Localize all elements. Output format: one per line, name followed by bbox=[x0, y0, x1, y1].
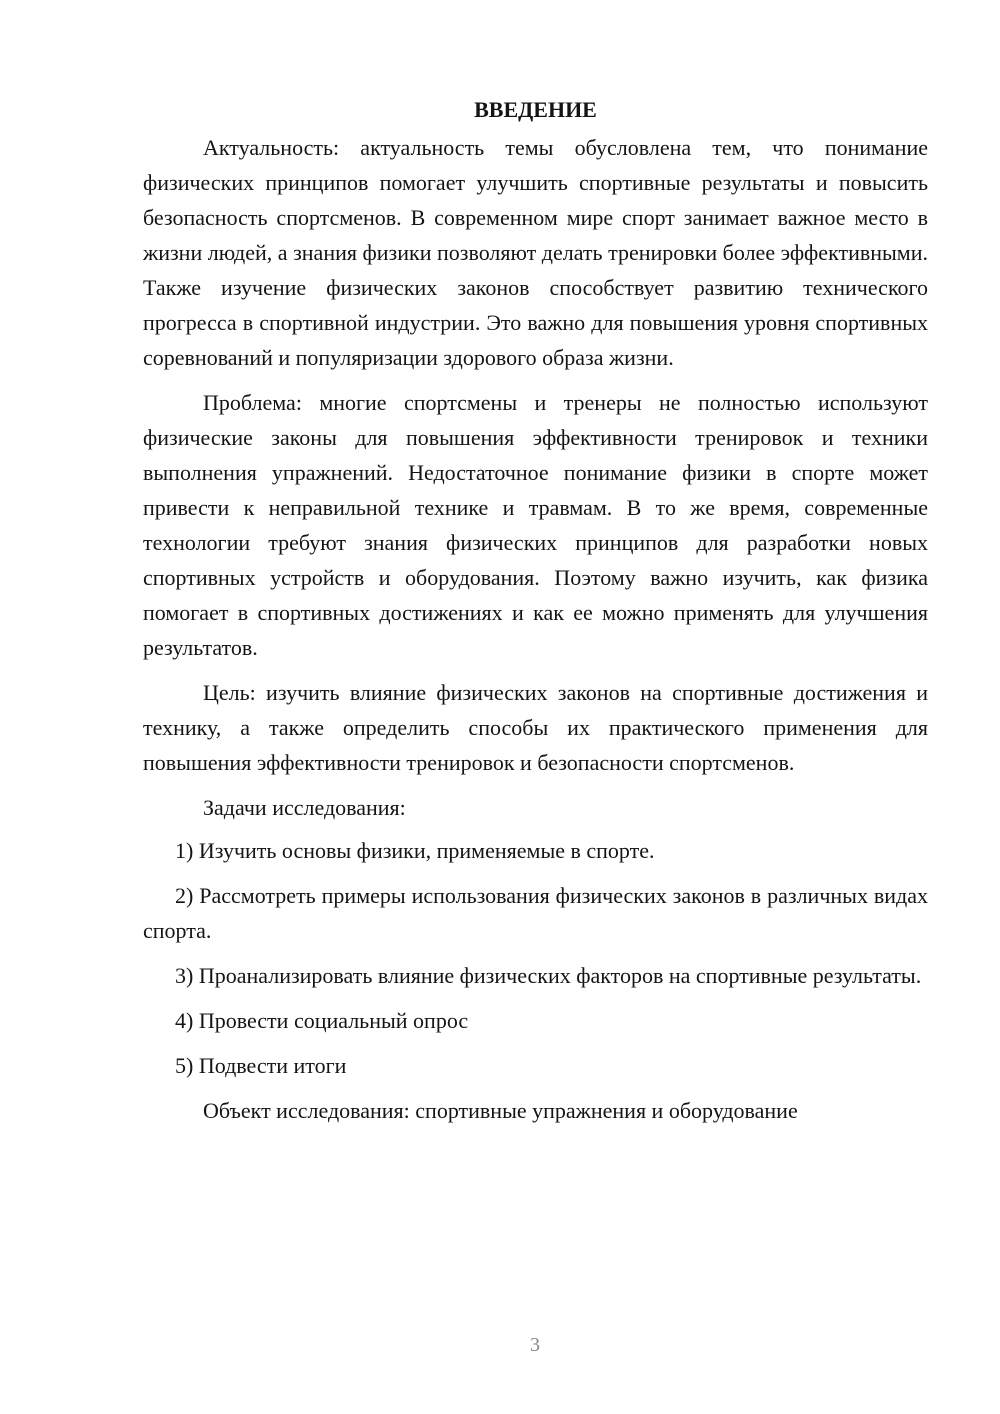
paragraph-object: Объект исследования: спортивные упражнения и оборудование bbox=[203, 1098, 798, 1123]
task-item: 2) Рассмотреть примеры использования физических законов в различных видах спорта. bbox=[143, 883, 928, 943]
paragraph-relevance: Актуальность: актуальность темы обусловлена тем, что понимание физических принципов помогает улучшить спортивные результаты и повысить безопасность спортсменов. В современном мире спорт занимает важное место в жизни людей, а знания физики позволяют делать тренировки более эффективными. Также изучение физических законов способствует развитию технического прогресса в спортивной индустрии. Это важно для повышения уровня спортивных соревнований и популяризации здорового образа жизни. bbox=[143, 135, 928, 370]
tasks-heading: Задачи исследования: bbox=[203, 795, 406, 820]
task-item: 5) Подвести итоги bbox=[175, 1053, 347, 1078]
document-page bbox=[143, 92, 928, 1138]
task-item: 3) Проанализировать влияние физических факторов на спортивные результаты. bbox=[175, 963, 922, 988]
section-title: ВВЕДЕНИЕ bbox=[474, 97, 597, 122]
paragraph-goal: Цель: изучить влияние физических законов на спортивные достижения и технику, а также определить способы их практического применения для повышения эффективности тренировок и безопасности спортсменов. bbox=[143, 680, 928, 775]
task-item: 4) Провести социальный опрос bbox=[175, 1008, 469, 1033]
paragraph-problem: Проблема: многие спортсмены и тренеры не полностью используют физические законы для повышения эффективности тренировок и техники выполнения упражнений. Недостаточное понимание физики в спорте может привести к неправильной технике и травмам. В то же время, современные технологии требуют знания физических принципов для разработки новых спортивных устройств и оборудования. Поэтому важно изучить, как физика помогает в спортивных достижениях и как ее можно применять для улучшения результатов. bbox=[143, 390, 928, 660]
page-number: 3 bbox=[530, 1334, 540, 1356]
task-item: 1) Изучить основы физики, применяемые в спорте. bbox=[175, 838, 655, 863]
